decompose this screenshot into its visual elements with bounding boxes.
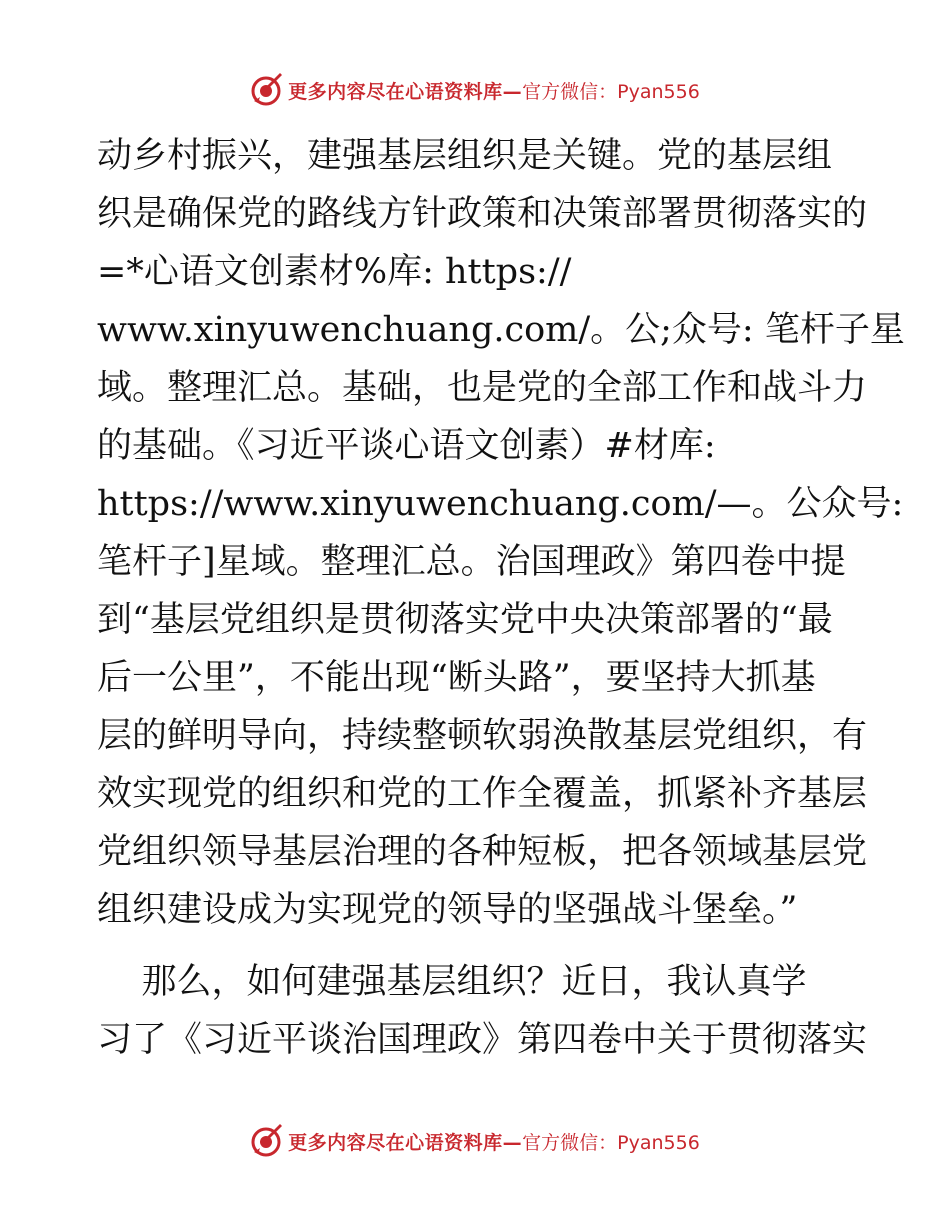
text-line-5: 域。整理汇总。基础，也是党的全部工作和战斗力 — [97, 368, 868, 408]
text-line-15: 那么，如何建强基层组织？近日，我认真学 — [97, 962, 807, 1002]
text-line-7: https://www.xinyuwenchuang.com/—。公众号: — [97, 484, 904, 524]
footer-banner — [0, 1121, 950, 1161]
text-line-6: 的基础。《习近平谈心语文创素）#材库: — [97, 426, 716, 466]
text-line-1: 动乡村振兴，建强基层组织是关键。党的基层组 — [97, 136, 833, 176]
pen-logo-icon — [250, 1124, 284, 1158]
text-line-13: 党组织领导基层治理的各种短板，把各领域基层党 — [97, 832, 868, 872]
text-line-4: www.xinyuwenchuang.com/。公;众号: 笔杆子星 — [97, 310, 905, 350]
text-line-16: 习了《习近平谈治国理政》第四卷中关于贯彻落实 — [97, 1020, 868, 1060]
text-line-10: 后一公里”，不能出现“断头路”，要坚持大抓基 — [97, 658, 816, 698]
text-line-3: =*心语文创素材%库: https:// — [97, 252, 572, 292]
text-line-8: 笔杆子]星域。整理汇总。治国理政》第四卷中提 — [97, 542, 846, 582]
text-line-2: 织是确保党的路线方针政策和决策部署贯彻落实的 — [97, 194, 868, 234]
text-line-11: 层的鲜明导向，持续整顿软弱涣散基层党组织，有 — [97, 716, 868, 756]
header-wechat-label: 官方微信：Pyan556 — [522, 80, 700, 103]
header-banner — [0, 70, 950, 110]
text-line-12: 效实现党的组织和党的工作全覆盖，抓紧补齐基层 — [97, 774, 868, 814]
footer-banner-text: 更多内容尽在心语资料库— — [288, 1131, 523, 1154]
header-banner-text: 更多内容尽在心语资料库— — [288, 80, 523, 103]
pen-logo-icon — [250, 73, 284, 107]
text-line-14: 组织建设成为实现党的领导的坚强战斗堡垒。” — [97, 890, 798, 930]
footer-wechat-label: 官方微信：Pyan556 — [522, 1131, 700, 1154]
document-body — [97, 127, 905, 1069]
text-line-9: 到“基层党组织是贯彻落实党中央决策部署的“最 — [97, 600, 833, 640]
